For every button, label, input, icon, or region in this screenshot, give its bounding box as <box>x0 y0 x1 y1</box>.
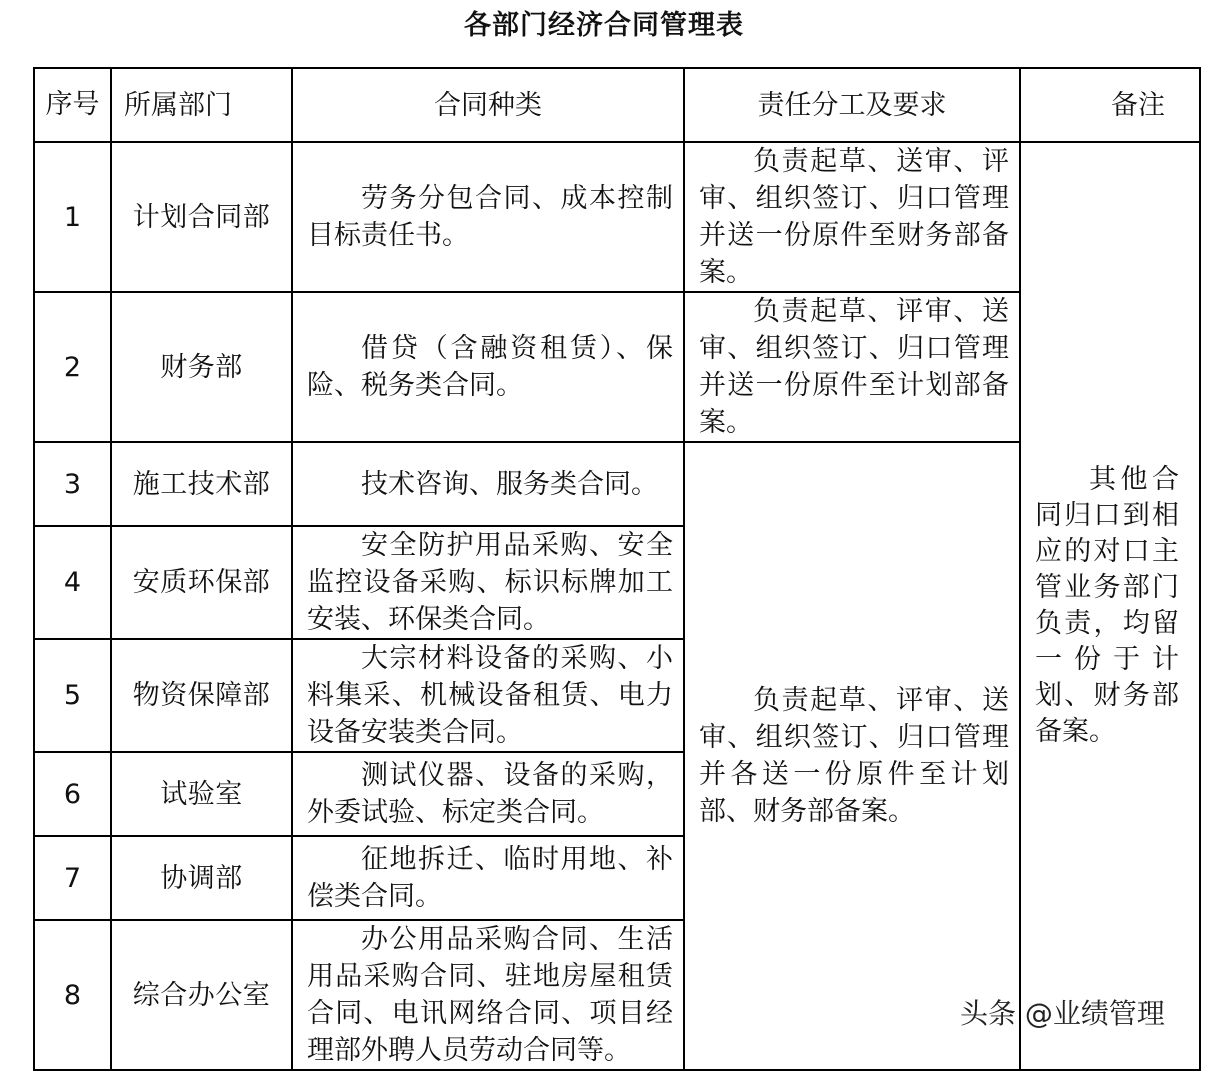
row-seq: 3 <box>34 442 111 526</box>
row-seq: 2 <box>34 292 111 442</box>
header-department: 所属部门 <box>111 68 292 142</box>
header-remark: 备注 <box>1020 68 1200 142</box>
row-department: 计划合同部 <box>111 142 292 292</box>
header-responsibility: 责任分工及要求 <box>684 68 1020 142</box>
contract-management-table <box>33 67 1201 1071</box>
shared-responsibility-cell: 负责起草、评审、送审、组织签订、归口管理并各送一份原件至计划部、财务部备案。 <box>684 442 1020 1070</box>
remark-cell: 其他合同归口到相应的对口主管业务部门负责，均留一份于计划、财务部备案。 <box>1020 142 1200 1070</box>
row-department: 协调部 <box>111 836 292 920</box>
header-seq: 序号 <box>34 68 111 142</box>
header-row <box>34 68 1200 142</box>
watermark-label: 头条 @业绩管理 <box>960 997 1165 1030</box>
row-contract-type: 测试仪器、设备的采购，外委试验、标定类合同。 <box>292 752 684 836</box>
row-department: 综合办公室 <box>111 920 292 1070</box>
row-department: 财务部 <box>111 292 292 442</box>
row-responsibility: 负责起草、送审、评审、组织签订、归口管理并送一份原件至财务部备案。 <box>684 142 1020 292</box>
row-contract-type: 技术咨询、服务类合同。 <box>292 442 684 526</box>
row-seq: 4 <box>34 526 111 639</box>
row-department: 施工技术部 <box>111 442 292 526</box>
row-contract-type: 大宗材料设备的采购、小料集采、机械设备租赁、电力设备安装类合同。 <box>292 639 684 752</box>
row-contract-type: 办公用品采购合同、生活用品采购合同、驻地房屋租赁合同、电讯网络合同、项目经理部外聘人员劳动合同等。 <box>292 920 684 1070</box>
row-department: 物资保障部 <box>111 639 292 752</box>
row-seq: 6 <box>34 752 111 836</box>
row-seq: 1 <box>34 142 111 292</box>
row-seq: 5 <box>34 639 111 752</box>
header-contract-type: 合同种类 <box>292 68 684 142</box>
row-responsibility: 负责起草、评审、送审、组织签订、归口管理并送一份原件至计划部备案。 <box>684 292 1020 442</box>
row-department: 试验室 <box>111 752 292 836</box>
table-title: 各部门经济合同管理表 <box>464 10 744 41</box>
row-contract-type: 征地拆迁、临时用地、补偿类合同。 <box>292 836 684 920</box>
row-seq: 7 <box>34 836 111 920</box>
row-contract-type: 安全防护用品采购、安全监控设备采购、标识标牌加工安装、环保类合同。 <box>292 526 684 639</box>
row-contract-type: 劳务分包合同、成本控制目标责任书。 <box>292 142 684 292</box>
row-department: 安质环保部 <box>111 526 292 639</box>
table-row <box>34 142 1200 292</box>
row-contract-type: 借贷（含融资租赁）、保险、税务类合同。 <box>292 292 684 442</box>
row-seq: 8 <box>34 920 111 1070</box>
